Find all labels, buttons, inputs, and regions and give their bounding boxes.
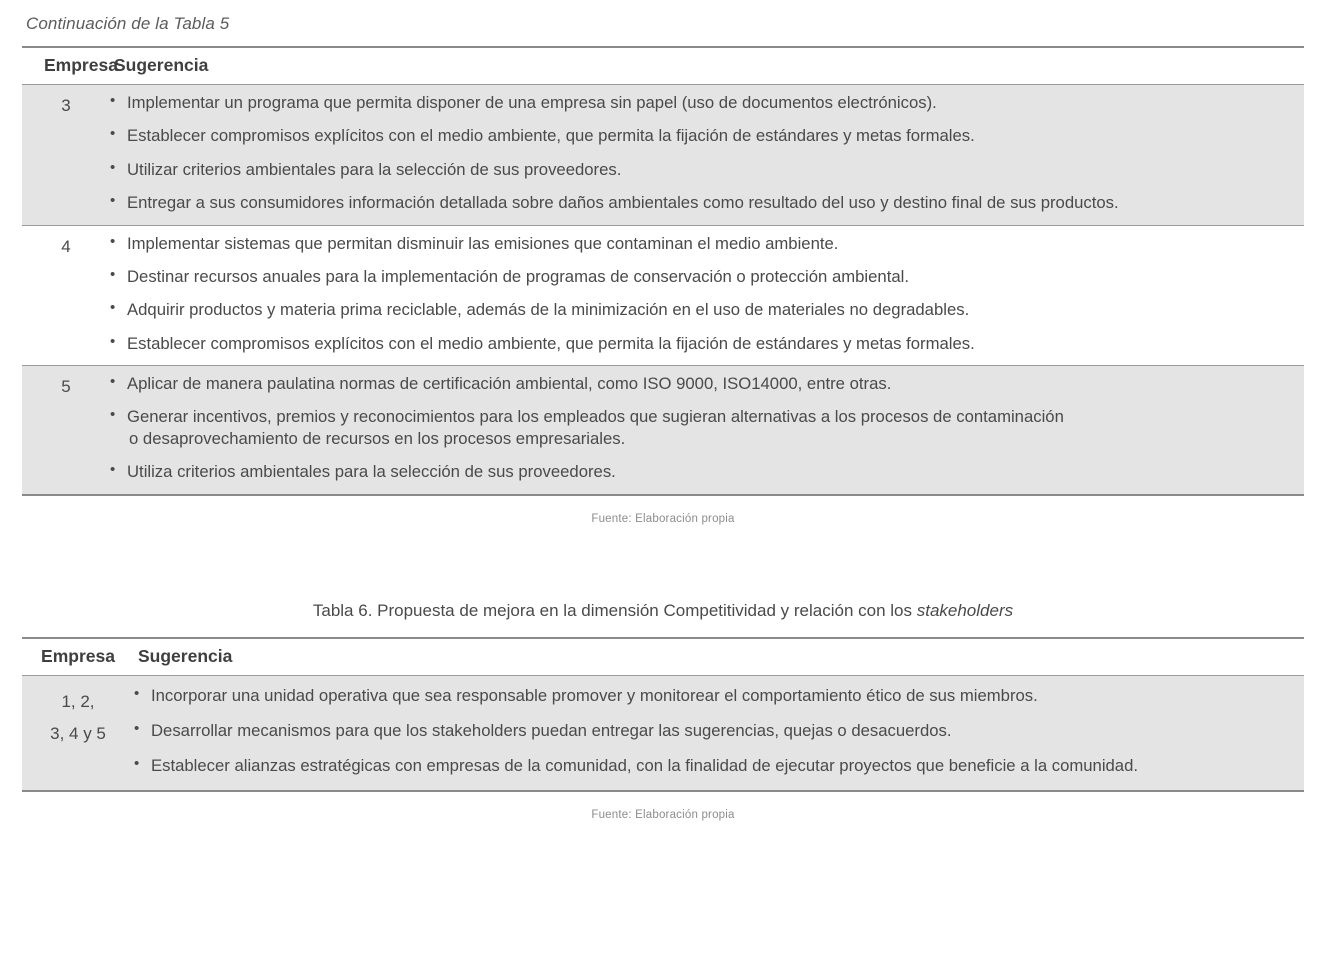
list-item: • Entregar a sus consumidores información detallada sobre daños ambientales como resultado del uso y destino final de sus productos. <box>110 192 1294 213</box>
list-item-text-continued: o desaprovechamiento de recursos en los procesos empresariales. <box>129 428 626 448</box>
list-item-text: Generar incentivos, premios y reconocimientos para los empleados que sugieran alternativas a los procesos de contaminación <box>127 407 1064 427</box>
table-5-empresa-number: 4 <box>61 236 71 256</box>
table-5-header-sugerencia: Sugerencia <box>114 55 209 75</box>
table-5-suggestion-list <box>110 366 1304 495</box>
list-item: • Adquirir productos y materia prima reciclable, además de la minimización en el uso de materiales no degradables. <box>110 299 1294 320</box>
list-item <box>110 406 1294 449</box>
table-5-empresa-number: 3 <box>61 96 71 115</box>
table-row <box>22 225 1304 366</box>
table-6 <box>22 637 1304 792</box>
list-item: • Implementar sistemas que permitan disminuir las emisiones que contaminan el medio ambiente. <box>110 233 1294 254</box>
table-6-header-row <box>22 638 1304 676</box>
list-item: • Establecer compromisos explícitos con el medio ambiente, que permita la fijación de estándares y metas formales. <box>110 125 1294 146</box>
table-6-source: Fuente: Elaboración propia <box>591 808 735 821</box>
table-6-block <box>22 601 1304 821</box>
table-row <box>22 675 1304 791</box>
list-item: • Desarrollar mecanismos para que los stakeholders puedan entregar las sugerencias, quejas o desacuerdos. <box>134 720 1294 741</box>
table-6-caption-italic: stakeholders <box>916 600 1014 620</box>
continuation-note: Continuación de la Tabla 5 <box>26 14 230 33</box>
list-item: • Aplicar de manera paulatina normas de certificación ambiental, como ISO 9000, ISO14000, entre otras. <box>110 373 1294 394</box>
table-6-empresa-numbers <box>22 675 134 791</box>
list-item: • Utilizar criterios ambientales para la selección de sus proveedores. <box>110 159 1294 180</box>
table-5-empresa-number: 5 <box>61 377 71 396</box>
table-5-header-row <box>22 47 1304 85</box>
table-5-suggestion-list <box>110 225 1304 366</box>
table-6-caption <box>22 601 1304 637</box>
table-6-header-sugerencia: Sugerencia <box>138 645 233 666</box>
table-6-empresa-line-2: 3, 4 y 5 <box>50 723 106 743</box>
table-6-header-empresa: Empresa <box>41 645 115 666</box>
table-row <box>22 85 1304 226</box>
table-5-continuation <box>22 46 1304 496</box>
table-6-suggestion-list <box>134 675 1304 791</box>
table-6-empresa-line-1: 1, 2, <box>61 691 95 711</box>
table-5-suggestion-list <box>110 85 1304 226</box>
list-item: • Establecer alianzas estratégicas con empresas de la comunidad, con la finalidad de ejecutar proyectos que beneficie a la comunidad. <box>134 755 1294 776</box>
table-5-source: Fuente: Elaboración propia <box>591 512 735 525</box>
table-row <box>22 366 1304 495</box>
list-item: • Destinar recursos anuales para la implementación de programas de conservación o protección ambiental. <box>110 266 1294 287</box>
list-item: • Utiliza criterios ambientales para la selección de sus proveedores. <box>110 461 1294 482</box>
table-5-header-empresa: Empresa <box>44 55 118 75</box>
list-item: • Incorporar una unidad operativa que sea responsable promover y monitorear el comportamiento ético de sus miembros. <box>134 685 1294 706</box>
list-item: • Implementar un programa que permita disponer de una empresa sin papel (uso de documentos electrónicos). <box>110 92 1294 113</box>
table-6-caption-text: Tabla 6. Propuesta de mejora en la dimensión Competitividad y relación con los <box>312 600 917 620</box>
list-item: • Establecer compromisos explícitos con el medio ambiente, que permita la fijación de estándares y metas formales. <box>110 333 1294 354</box>
